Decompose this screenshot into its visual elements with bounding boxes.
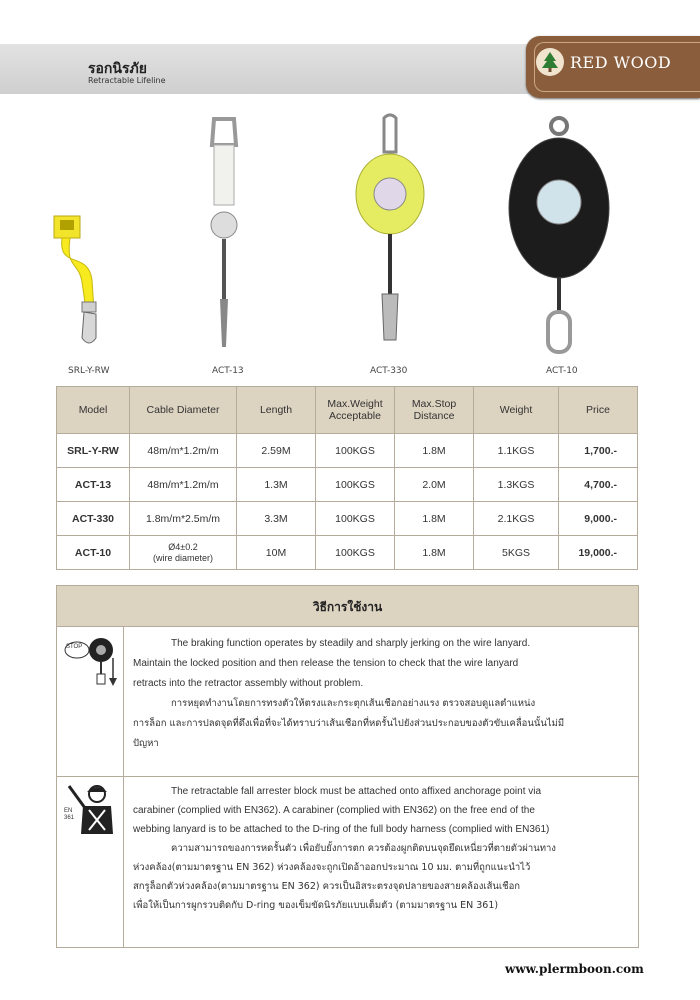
stop-icon: [63, 634, 119, 694]
cell-stop: 1.8M: [395, 536, 474, 570]
usage-en-line: The retractable fall arrester block must be attached onto affixed anchorage point via: [171, 786, 542, 797]
spec-table: [56, 386, 638, 570]
usage-panel: [56, 585, 639, 948]
col-model: Model: [57, 387, 130, 434]
table-row: [57, 502, 638, 536]
usage-title: วิธีการใช้งาน: [312, 600, 383, 614]
col-length: Length: [237, 387, 316, 434]
cell-max-weight: 100KGS: [316, 502, 395, 536]
brand-badge: [526, 36, 700, 98]
usage-th-line: ปัญหา: [133, 738, 159, 749]
table-row: [57, 468, 638, 502]
usage-th-line: ความสามารถของการหดรั้นตัว เพื่อยับยั้งการตก ควรต้องผูกติดบนจุดยึดเหนี่ยวที่ตายตัวผ่านทาง: [171, 843, 556, 854]
usage-th-line: เพื่อให้เป็นการผูกรวบติดกับ D-ring ของเข็มขัดนิรภัยแบบเต็มตัว (ตามมาตรฐาน EN 361): [133, 900, 499, 911]
cell-model: ACT-13: [57, 468, 130, 502]
cell-price: 9,000.-: [559, 502, 638, 536]
col-max-weight: [316, 387, 395, 434]
col-max-weight-line1: Max.Weight: [327, 398, 383, 410]
cell-weight: 1.3KGS: [474, 468, 559, 502]
usage-en-line: carabiner (complied with EN362). A carabiner (complied with EN362) on the free end of the: [133, 805, 535, 816]
usage-th-line: สกรูล็อกตัวห่วงคล้อง(ตามมาตรฐาน EN 362) ควรเป็นอิสระตรงจุดปลายของสายคล้องเส้นเชือก: [133, 881, 521, 892]
cell-cable-line2: (wire diameter): [152, 552, 213, 563]
cell-cable: [130, 536, 237, 570]
table-row: [57, 434, 638, 468]
usage-en-line: Maintain the locked position and then release the tension to check that the wire lanyard: [133, 658, 519, 669]
col-max-stop-line2: Distance: [413, 410, 455, 422]
product-label: ACT-10: [546, 366, 578, 376]
product-image-srl-y-rw: [48, 210, 108, 350]
website-url: www.plermboon.com: [505, 962, 644, 976]
cell-max-weight: 100KGS: [316, 434, 395, 468]
cell-length: 2.59M: [237, 434, 316, 468]
harness-worker-icon: [63, 782, 119, 836]
brand-name: RED WOOD: [570, 53, 672, 72]
cell-model: SRL-Y-RW: [57, 434, 130, 468]
stop-icon-label: STOP: [66, 644, 83, 650]
cell-length: 10M: [237, 536, 316, 570]
usage-th-line: ห่วงคล้อง(ตามมาตรฐาน EN 362) ห่วงคล้องจะถูกเปิดอ้าออกประมาณ 10 มม. ตามที่ถูกแนะนำไว้: [133, 862, 531, 873]
usage-text-1: [133, 634, 633, 754]
usage-th-line: การล็อก และการปลดจุดที่ดึงเพื่อที่จะได้ทราบว่าเส้นเชือกที่หดรั้นไปยังส่วนประกอบของตัวขับเคลื่อนนั้นไม่มี: [133, 718, 565, 729]
page-subtitle: Retractable Lifeline: [88, 76, 166, 85]
cell-model: ACT-10: [57, 536, 130, 570]
cell-stop: 2.0M: [395, 468, 474, 502]
usage-en-line: The braking function operates by steadily and sharply jerking on the wire lanyard.: [171, 638, 531, 649]
cell-length: 3.3M: [237, 502, 316, 536]
cell-price: 19,000.-: [559, 536, 638, 570]
cell-cable: 48m/m*1.2m/m: [130, 434, 237, 468]
cell-stop: 1.8M: [395, 434, 474, 468]
col-weight: Weight: [474, 387, 559, 434]
cell-cable-line1: Ø4±0.2: [168, 541, 198, 552]
product-label: ACT-330: [370, 366, 408, 376]
table-row: [57, 536, 638, 570]
col-max-weight-line2: Acceptable: [329, 410, 381, 422]
usage-text-2: [133, 782, 633, 915]
cell-weight: 5KGS: [474, 536, 559, 570]
page-title: รอกนิรภัย: [88, 61, 147, 77]
usage-th-line: การหยุดทำงานโดยการทรงตัวให้ตรงและกระตุกเส้นเชือกอย่างแรง ตรวจสอบดูแลตำแหน่ง: [171, 698, 536, 709]
cell-weight: 1.1KGS: [474, 434, 559, 468]
col-price: Price: [559, 387, 638, 434]
cell-max-weight: 100KGS: [316, 536, 395, 570]
cell-price: 4,700.-: [559, 468, 638, 502]
cell-model: ACT-330: [57, 502, 130, 536]
product-image-act-330: [350, 112, 430, 350]
table-header-row: [57, 387, 638, 434]
cell-weight: 2.1KGS: [474, 502, 559, 536]
product-image-act-13: [200, 115, 250, 350]
en361-icon-label: EN 361: [64, 808, 75, 821]
product-label: SRL-Y-RW: [68, 366, 110, 376]
product-label: ACT-13: [212, 366, 244, 376]
col-max-stop: [395, 387, 474, 434]
cell-price: 1,700.-: [559, 434, 638, 468]
cell-stop: 1.8M: [395, 502, 474, 536]
col-cable: Cable Diameter: [130, 387, 237, 434]
usage-en-line: retracts into the retractor assembly without problem.: [133, 678, 364, 689]
tree-icon: [536, 48, 564, 76]
product-image-act-10: [506, 112, 612, 356]
cell-cable: 48m/m*1.2m/m: [130, 468, 237, 502]
cell-max-weight: 100KGS: [316, 468, 395, 502]
usage-en-line: webbing lanyard is to be attached to the D-ring of the full body harness (complied with EN361): [133, 824, 550, 835]
col-max-stop-line1: Max.Stop: [411, 398, 457, 410]
cell-length: 1.3M: [237, 468, 316, 502]
cell-cable: 1.8m/m*2.5m/m: [130, 502, 237, 536]
usage-header: [57, 586, 638, 627]
